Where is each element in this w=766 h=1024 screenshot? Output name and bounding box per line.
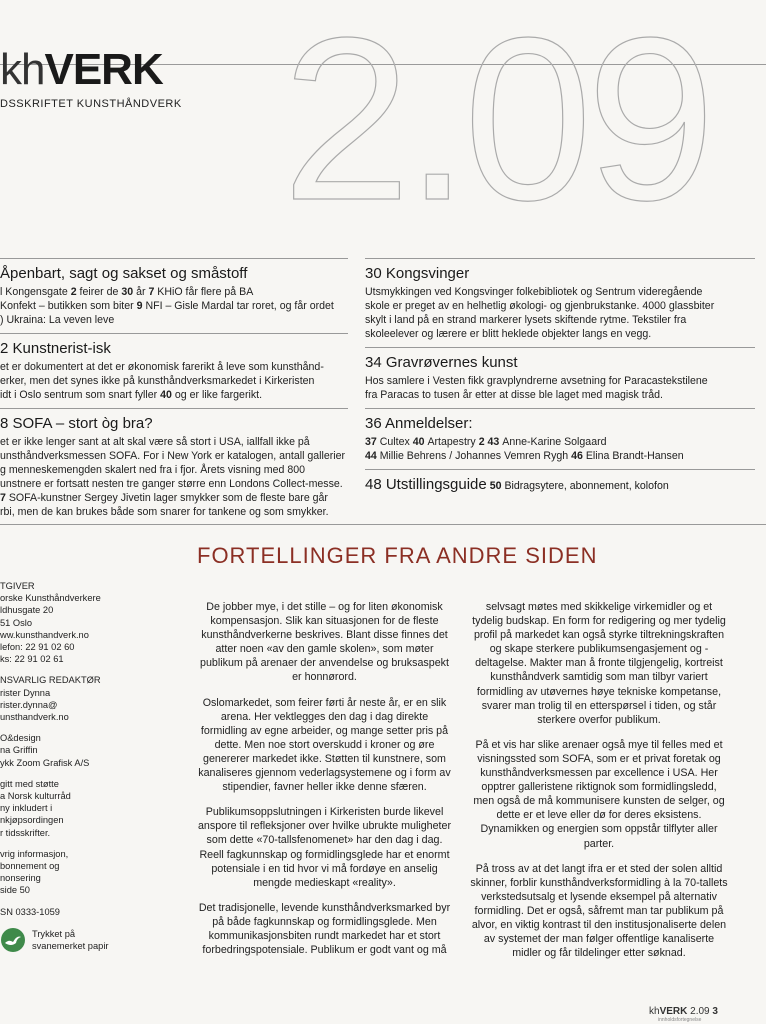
swan-label-line: svanemerket papir [32, 940, 109, 951]
colophon-line: SN 0333-1059 [0, 906, 60, 917]
colophon-line: r tidsskrifter. [0, 827, 51, 838]
toc-entry [0, 258, 348, 333]
colophon-line: ldhusgate 20 [0, 605, 54, 616]
toc-entry-line: 7 SOFA-kunstner Sergey Jivetin lager smykker som de fleste bare går [0, 492, 328, 504]
toc-right-column [365, 258, 755, 504]
article-title: FORTELLINGER FRA ANDRE SIDEN [197, 543, 598, 568]
swan-label-line: Trykket på [32, 928, 76, 939]
toc-entry-line: erker, men det synes ikke på kunsthåndverksmarkedet i Kirkeristen [0, 375, 315, 387]
toc-entry-title: 34 Gravrøvernes kunst [365, 354, 518, 371]
colophon-line: vrig informasjon, [0, 848, 69, 859]
toc-entry-line: skole er preget av en helhetlig økologi- og gjenbrukstanke. 4000 glassbiter [365, 300, 715, 312]
article-column-1 [197, 600, 452, 968]
colophon-line: gitt med støtte [0, 778, 59, 789]
toc-entry-line: rbi, men de kan brukes både som snarer for tankene og som smykker. [0, 506, 329, 518]
colophon-line: NSVARLIG REDAKTØR [0, 675, 101, 686]
article-rule [0, 524, 766, 525]
toc-entry [0, 333, 348, 408]
toc-entry [365, 258, 755, 347]
toc-entry-line: Hos samlere i Vesten fikk gravplyndrerne avsetning for Paracastekstilene [365, 375, 708, 387]
toc-entry-title: 48 Utstillingsguide 50 Bidragsytere, abonnement, kolofon [365, 476, 669, 493]
toc-entry-line: et er ikke lenger sant at alt skal være så stort i USA, iallfall ikke på [0, 436, 310, 448]
toc-entry-line: Utsmykkingen ved Kongsvinger folkebibliotek og Sentrum videregående [365, 286, 703, 298]
toc-entry [365, 469, 755, 504]
toc-entry-title: 8 SOFA – stort òg bra? [0, 415, 153, 432]
toc-entry-line: Konfekt – butikken som biter 9 NFI – Gisle Mardal tar roret, og får ordet [0, 300, 334, 312]
article-paragraph: De jobber mye, i det stille – og for liten økonomisk kompensasjon. Slik kan situasjonen for de fleste kunsthåndverkerne beskrives. Blant disse finnes det atter noen «av den gamle skolen», som møter publikum på arenaer der anvendelse og bruksaspekt er honnørord. [200, 601, 449, 684]
colophon-line: ks: 22 91 02 61 [0, 654, 64, 665]
colophon-line: O&design [0, 733, 41, 744]
toc-entry [365, 408, 755, 469]
colophon-line: bonnement og [0, 861, 60, 872]
issue-number: 2.09 [282, 0, 710, 249]
colophon-line: orske Kunsthåndverkere [0, 593, 101, 604]
toc-entry-title: Åpenbart, sagt og sakset og småstoff [0, 265, 248, 282]
page-folio [649, 1006, 718, 1017]
colophon-line: ykk Zoom Grafisk A/S [0, 757, 90, 768]
colophon-line: 51 Oslo [0, 617, 33, 628]
article-paragraph: Publikumsoppslutningen i Kirkeristen burde likevel anspore til refleksjoner over hvilke ubrukte muligheter som dette «70-tallsfenomenet» har den dag i dag. Reell fagkunnskap og formidlingsglede har et enormt potensiale i en tid hvor vi må fordøye en anselig mengde medieskapt «reality». [197, 806, 452, 889]
colophon-block [0, 848, 185, 897]
toc-entry-line: l Kongensgate 2 feirer de 30 år 7 KHiO får flere på BA [0, 286, 254, 298]
toc-entry-line: 37 Cultex 40 Artapestry 2 43 Anne-Karine Solgaard [365, 436, 607, 448]
colophon-line: unsthandverk.no [0, 712, 69, 723]
toc-entry-line: unstnere er fortsatt nesten tre ganger større enn Londons Collect-messe. [0, 478, 343, 490]
colophon-block [0, 906, 185, 918]
colophon-block [0, 674, 185, 723]
swan-ecolabel-icon [0, 927, 26, 953]
toc-entry-line: g menneskemengden skalert ned fra i fjor. Årets visning med 800 [0, 464, 306, 476]
colophon-line: lefon: 22 91 02 60 [0, 642, 75, 653]
toc-left-column [0, 258, 348, 525]
toc-entry [0, 408, 348, 525]
swan-label-row [0, 927, 185, 953]
toc-entry-line: unsthåndverksmessen SOFA. For i New York er katalogen, antall gallerier [0, 450, 346, 462]
toc-entry-line: skoleelever og lærere er blitt heklede objekter langs en vegg. [365, 328, 652, 340]
colophon-line: side 50 [0, 885, 30, 896]
toc-entry-title: 30 Kongsvinger [365, 265, 470, 282]
colophon-block [0, 732, 185, 769]
article-paragraph: På et vis har slike arenaer også mye til felles med et visningssted som SOFA, som er et privat foretak og kunsthåndverksmessen par excellence i USA. Her opptrer galleristene riktignok som formidlingsledd, men også de må kommunisere kunsten de selger, og dette er et leve eller dø for deres eksistens. Dynamikken og energien som oppstår tilflyter aller parter. [473, 738, 725, 850]
toc-entry-line: skylt i land på en strand markerer lysets skiftende rytme. Tekstiler fra [365, 314, 687, 326]
colophon [0, 580, 185, 953]
folio-tagline: innholdsfortegnelse [658, 1017, 702, 1023]
colophon-line: na Griffin [0, 745, 38, 756]
toc-entry-title: 2 Kunstnerist-isk [0, 340, 111, 357]
colophon-line: nkjøpsordingen [0, 815, 64, 826]
article-paragraph: selvsagt møtes med skikkelige virkemidler og et tydelig budskap. En form for redigering og mer tydelig profil på markedet kan også styrke tiltrekningskraften og skape sterkere publikumsengasjement og -deltagelse. Makter man å fronte tilgjengelig, kortreist kunsthåndverk samtidig som man tilbyr variert formidling av utøvernes høye tekniske kompetanse, svarer man trolig til en etterspørsel i tiden, og står sterkere overfor publikum. [472, 601, 726, 726]
toc-entry-inline: 50 Bidragsytere, abonnement, kolofon [489, 480, 669, 492]
folio-kh: kh [649, 1006, 660, 1017]
colophon-line: rister.dynna@ [0, 699, 58, 710]
toc-entry-line: fra Paracas to tusen år etter at disse ble laget med magisk tråd. [365, 389, 663, 401]
swan-label [32, 928, 108, 952]
folio-verk: VERK [659, 1006, 688, 1017]
article-paragraph: Oslomarkedet, som feirer førti år neste år, er en slik arena. Her vektlegges den dag i dag direkte formidling av egne arbeider, og mange setter pris på dette. Men noe stort overskudd i kroner og øre genererer markedet ikke. Støtten til kunstnere, som kanaliseres gjennom vederlagsystemene og i form av stipendier, favner heller ikke denne sfæren. [198, 696, 451, 794]
logo-verk: VERK [44, 45, 163, 94]
logo-kh: kh [0, 45, 45, 94]
toc-entry-line: 44 Millie Behrens / Johannes Vemren Rygh 46 Elina Brandt-Hansen [365, 450, 684, 462]
colophon-line: nonsering [0, 873, 41, 884]
colophon-line: a Norsk kulturråd [0, 791, 71, 802]
colophon-line: ww.kunsthandverk.no [0, 629, 89, 640]
article-paragraph: Det tradisjonelle, levende kunsthåndverksmarked byr på både fagkunnskap og formidlingsglede. Men kommunikasjonsbiten rundt markedet har et stort forbedringspotensiale. Publikum er godt vant og må [198, 901, 451, 957]
toc-entry [365, 347, 755, 408]
colophon-line: TGIVER [0, 581, 35, 591]
page-number: 3 [712, 1006, 718, 1017]
colophon-line: ny inkludert i [0, 803, 53, 814]
article-column-2 [470, 600, 728, 971]
magazine-logo [0, 45, 163, 94]
folio-issue: 2.09 [690, 1006, 710, 1017]
colophon-block [0, 778, 185, 839]
colophon-line: rister Dynna [0, 687, 51, 698]
toc-entry-line: et er dokumentert at det er økonomisk farerikt å leve som kunsthånd- [0, 361, 324, 373]
colophon-block [0, 580, 185, 665]
toc-entry-title: 36 Anmeldelser: [365, 415, 473, 432]
article-paragraph: På tross av at det langt ifra er et sted der solen alltid skinner, forblir kunsthåndverksformidling à la 70-tallets verkstedsutsalg et lysende eksempel på alternativ formidling. Det er også, såfremt man tar publikum på alvor, en viktig kontrast til den institusjonaliserte delen av systemet der man følger offentlige kanaliserte midler og får tildelinger etter søknad. [470, 862, 728, 960]
toc-entry-line: ) Ukraina: La veven leve [0, 314, 115, 326]
toc-entry-line: idt i Oslo sentrum som snart fyller 40 og er like fargerikt. [0, 389, 263, 401]
magazine-subtitle: DSSKRIFTET KUNSTHÅNDVERK [0, 98, 182, 110]
